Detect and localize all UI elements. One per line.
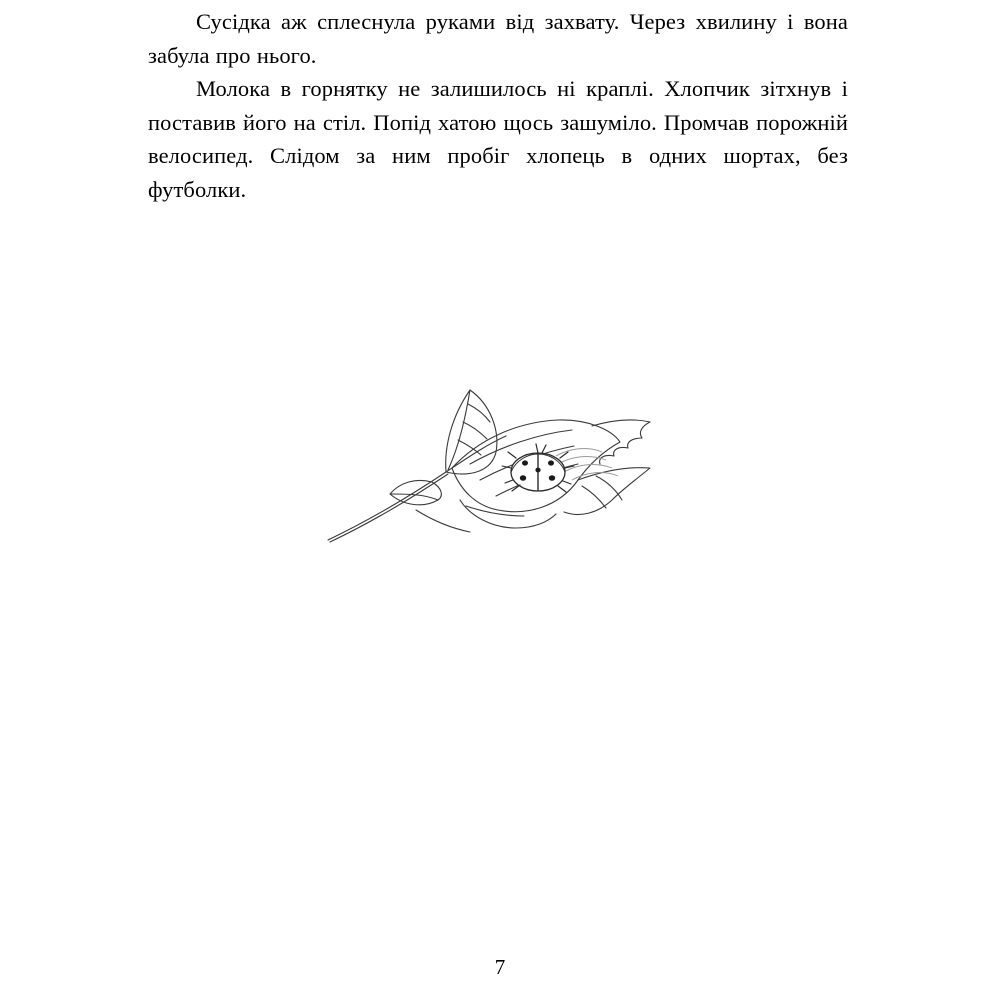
paragraph-1: Сусідка аж сплеснула руками від захвату. Через хвилину і вона забула про нього. bbox=[148, 9, 848, 68]
page-number: 7 bbox=[494, 955, 506, 979]
body-text bbox=[148, 0, 848, 206]
ladybug-on-leaves-drawing bbox=[320, 360, 680, 560]
paragraph-2: Молока в горнятку не залишилось ні краплі. Хлопчик зітхнув і поставив його на стіл. Попід хатою щось зашуміло. Промчав порожній велосипед. Слідом за ним пробіг хлопець в одних шортах, без футболки. bbox=[148, 76, 848, 202]
